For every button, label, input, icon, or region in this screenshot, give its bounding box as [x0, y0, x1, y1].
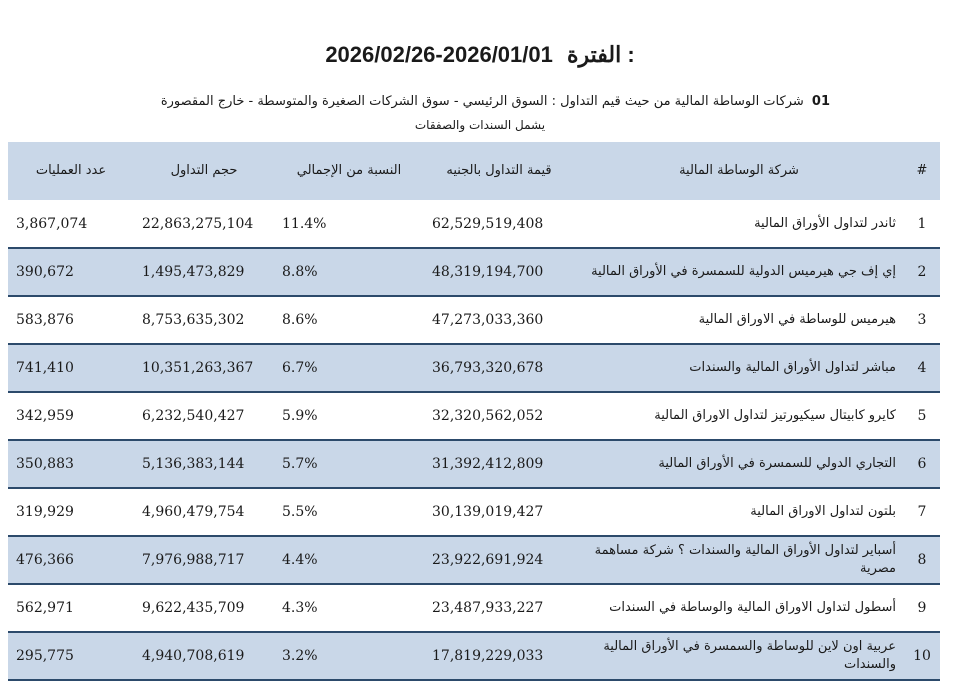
- row-trades: 390,672: [16, 264, 74, 280]
- header-broker: شركة الوساطة المالية: [679, 163, 799, 178]
- row-broker: كايرو كابيتال سيكيورتيز لتداول الاوراق المالية: [654, 408, 896, 423]
- row-volume: 6,232,540,427: [142, 408, 245, 424]
- table-row: [8, 440, 940, 488]
- table-row: [8, 536, 940, 584]
- header-share: النسبة من الإجمالي: [296, 163, 402, 178]
- row-volume: 10,351,263,367: [142, 360, 254, 376]
- row-value: 48,319,194,700: [432, 264, 544, 280]
- row-share: 8.8%: [282, 264, 318, 280]
- row-broker: عربية اون لاين للوساطة والسمسرة في الأوراق المالية والسندات: [603, 639, 896, 672]
- row-broker: أسباير لتداول الأوراق المالية والسندات ؟ شركة مساهمة مصرية: [594, 543, 896, 576]
- row-trades: 295,775: [16, 648, 74, 664]
- row-broker: إي إف جي هيرميس الدولية للسمسرة في الأوراق المالية: [591, 264, 896, 279]
- period-value: 2026/02/26-2026/01/01: [325, 42, 553, 67]
- row-volume: 4,960,479,754: [142, 504, 245, 520]
- row-value: 62,529,519,408: [432, 215, 544, 232]
- row-share: 5.5%: [282, 504, 318, 520]
- row-index: 7: [917, 504, 927, 520]
- row-index: 5: [917, 408, 927, 424]
- row-volume: 1,495,473,829: [142, 264, 245, 280]
- row-broker: بلتون لتداول الاوراق المالية: [750, 504, 896, 519]
- row-index: 9: [917, 600, 927, 616]
- row-share: 5.7%: [282, 456, 318, 472]
- table-row: [8, 248, 940, 296]
- row-trades: 3,867,074: [16, 215, 88, 232]
- row-share: 3.2%: [282, 648, 318, 664]
- row-trades: 562,971: [16, 600, 74, 616]
- header-volume: حجم التداول: [170, 163, 238, 178]
- row-share: 6.7%: [282, 360, 318, 376]
- row-share: 8.6%: [282, 312, 318, 328]
- row-trades: 319,929: [16, 504, 74, 520]
- row-value: 31,392,412,809: [432, 456, 544, 472]
- header-trades: عدد العمليات: [35, 163, 107, 178]
- row-share: 4.4%: [282, 552, 318, 568]
- report-subtitle: [70, 94, 830, 110]
- row-volume: 7,976,988,717: [142, 552, 245, 568]
- table-row: [8, 632, 940, 680]
- table-row: [8, 296, 940, 344]
- row-index: 4: [917, 360, 927, 376]
- row-index: 10: [913, 648, 931, 664]
- row-value: 23,487,933,227: [432, 600, 544, 616]
- row-volume: 9,622,435,709: [142, 600, 245, 616]
- subtitle-text: شركات الوساطة المالية من حيث قيم التداول : السوق الرئيسي - سوق الشركات الصغيرة والمتوسطة - خارج المقصورة: [160, 94, 804, 109]
- row-volume: 22,863,275,104: [142, 215, 254, 232]
- table-header-row: [8, 142, 940, 200]
- row-share: 5.9%: [282, 408, 318, 424]
- row-value: 23,922,691,924: [432, 552, 544, 568]
- row-trades: 342,959: [16, 408, 74, 424]
- header-value: قيمة التداول بالجنيه: [446, 163, 552, 178]
- table-row: [8, 488, 940, 536]
- row-value: 32,320,562,052: [432, 408, 544, 424]
- row-volume: 5,136,383,144: [142, 456, 245, 472]
- row-index: 2: [917, 264, 927, 280]
- row-index: 8: [917, 552, 927, 568]
- row-broker: مباشر لتداول الأوراق المالية والسندات: [689, 360, 896, 375]
- report-note: يشمل السندات والصفقات: [414, 118, 546, 132]
- table-row: [8, 584, 940, 632]
- row-broker: هيرميس للوساطة في الاوراق المالية: [698, 312, 896, 327]
- table-row: [8, 344, 940, 392]
- row-index: 3: [917, 312, 927, 328]
- row-share: 11.4%: [282, 215, 327, 232]
- row-trades: 741,410: [16, 360, 74, 376]
- table-row: [8, 200, 940, 248]
- subtitle-number: 01: [811, 94, 830, 109]
- row-value: 30,139,019,427: [432, 504, 544, 520]
- row-volume: 8,753,635,302: [142, 312, 245, 328]
- row-value: 17,819,229,033: [432, 648, 544, 664]
- row-broker: التجاري الدولي للسمسرة في الأوراق المالية: [658, 456, 896, 471]
- row-value: 47,273,033,360: [432, 312, 544, 328]
- row-trades: 476,366: [16, 552, 74, 568]
- header-index: #: [916, 163, 928, 178]
- row-value: 36,793,320,678: [432, 360, 544, 376]
- row-index: 1: [917, 215, 927, 232]
- row-broker: أسطول لتداول الاوراق المالية والوساطة في السندات: [609, 600, 896, 615]
- row-trades: 583,876: [16, 312, 74, 328]
- period-label: الفترة :: [566, 42, 635, 67]
- row-volume: 4,940,708,619: [142, 648, 245, 664]
- period-heading: [0, 42, 960, 68]
- table-body: [8, 200, 940, 680]
- brokers-table: [8, 142, 940, 681]
- table-row: [8, 392, 940, 440]
- row-broker: ثاندر لتداول الأوراق المالية: [754, 215, 896, 231]
- row-index: 6: [917, 456, 927, 472]
- row-share: 4.3%: [282, 600, 318, 616]
- row-trades: 350,883: [16, 456, 74, 472]
